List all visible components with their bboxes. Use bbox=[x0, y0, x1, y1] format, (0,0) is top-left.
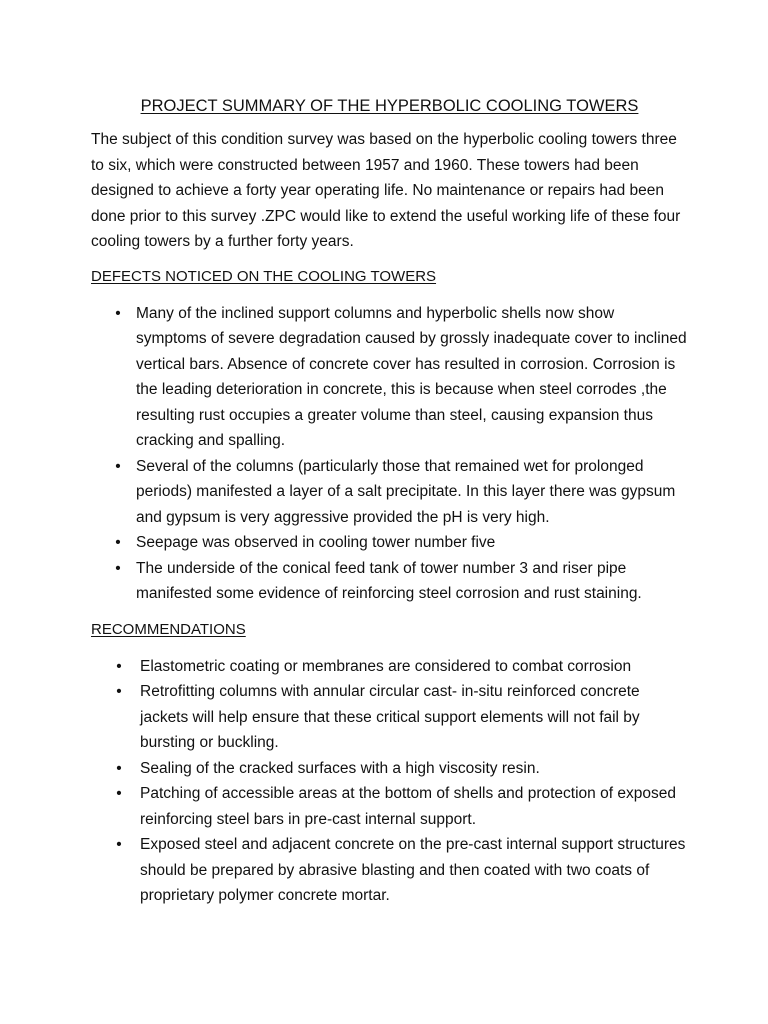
list-item: • Elastometric coating or membranes are considered to combat corrosion bbox=[91, 654, 688, 680]
bullet-icon: • bbox=[115, 534, 121, 551]
intro-paragraph: The subject of this condition survey was based on the hyperbolic cooling towers three to six, which were constructed between 1957 and 1960. These towers had been designed to achieve a forty year operating life. No maintenance or repairs had been done prior to this survey .ZPC would like to extend the useful working life of these four cooling towers by a further forty years. bbox=[91, 131, 681, 250]
recommendations-heading: RECOMMENDATIONS bbox=[91, 620, 246, 638]
document-title: PROJECT SUMMARY OF THE HYPERBOLIC COOLING TOWERS bbox=[140, 97, 639, 115]
list-item: • Seepage was observed in cooling tower number five bbox=[91, 530, 688, 556]
list-item: • Retrofitting columns with annular circular cast- in-situ reinforced concrete jackets will help ensure that these critical support elements will not fail by bursting or buckling. bbox=[91, 679, 688, 756]
bullet-icon: • bbox=[116, 836, 122, 853]
list-item: • Many of the inclined support columns and hyperbolic shells now show symptoms of severe degradation caused by grossly inadequate cover to inclined vertical bars. Absence of concrete cover has resulted in corrosion. Corrosion is the leading deterioration in concrete, this is because when steel corrodes ,the resulting rust occupies a greater volume than steel, causing expansion thus cracking and spalling. bbox=[91, 301, 688, 454]
list-item: • Patching of accessible areas at the bottom of shells and protection of exposed reinforcing steel bars in pre-cast internal support. bbox=[91, 781, 688, 832]
list-item: • Exposed steel and adjacent concrete on the pre-cast internal support structures should be prepared by abrasive blasting and then coated with two coats of proprietary polymer concrete mortar. bbox=[91, 832, 688, 909]
bullet-icon: • bbox=[116, 657, 122, 675]
bullet-icon: • bbox=[115, 457, 121, 475]
list-item: • Sealing of the cracked surfaces with a high viscosity resin. bbox=[91, 756, 688, 782]
bullet-icon: • bbox=[116, 683, 122, 700]
recommendations-list bbox=[91, 654, 688, 909]
defects-heading: DEFECTS NOTICED ON THE COOLING TOWERS bbox=[91, 267, 437, 285]
bullet-icon: • bbox=[115, 304, 121, 322]
defects-list bbox=[91, 301, 688, 607]
bullet-icon: • bbox=[116, 785, 122, 802]
bullet-icon: • bbox=[115, 559, 121, 577]
list-item: • The underside of the conical feed tank of tower number 3 and riser pipe manifested some evidence of reinforcing steel corrosion and rust staining. bbox=[91, 556, 688, 607]
list-item: • Several of the columns (particularly those that remained wet for prolonged periods) manifested a layer of a salt precipitate. In this layer there was gypsum and gypsum is very aggressive provided the pH is very high. bbox=[91, 454, 688, 531]
bullet-icon: • bbox=[116, 759, 122, 777]
